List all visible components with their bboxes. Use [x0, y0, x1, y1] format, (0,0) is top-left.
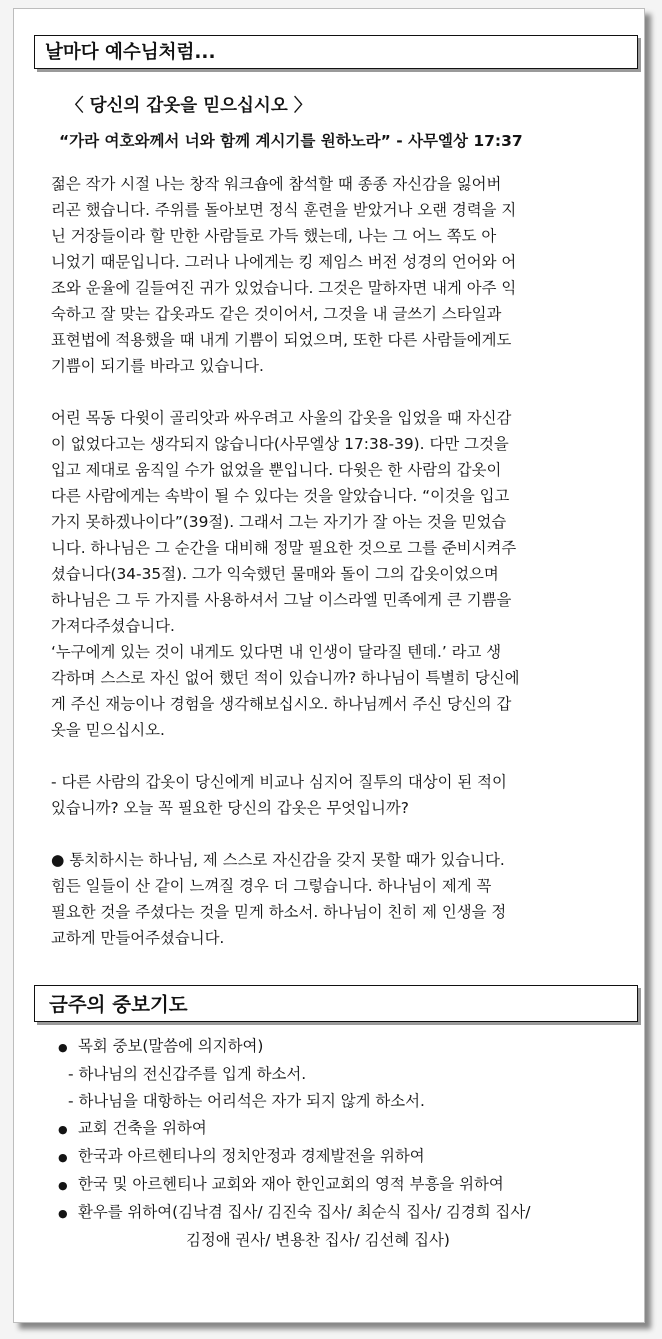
list-subitem: - 하나님을 대항하는 어리석은 자가 되지 않게 하소서.	[68, 1092, 425, 1110]
text-line: 교하게 만들어주셨습니다.	[51, 929, 225, 947]
scripture-verse: “가라 여호와께서 너와 함께 계시기를 원하노라” - 사무엘상 17:37	[59, 132, 523, 150]
list-item: ● 목회 중보(말씀에 의지하여)	[58, 1033, 530, 1061]
paragraph-3	[51, 639, 635, 743]
text-line: 조와 운율에 길들여진 귀가 있었습니다. 그것은 말하자면 내게 아주 익	[51, 279, 517, 297]
text-line: 각하며 스스로 자신 없어 했던 적이 있습니까? 하나님이 특별히 당신에	[51, 669, 520, 687]
text-line: 옷을 믿으십시오.	[51, 721, 165, 739]
text-line: ‘누구에게 있는 것이 내게도 있다면 내 인생이 달라질 텐데.’ 라고 생	[51, 643, 502, 661]
text-line: ● 통치하시는 하나님, 제 스스로 자신감을 갖지 못할 때가 있습니다.	[51, 851, 505, 869]
text-line: 리곤 했습니다. 주위를 돌아보면 정식 훈련을 받았거나 오랜 경력을 지	[51, 201, 517, 219]
text-line: 있습니까? 오늘 꼭 필요한 당신의 갑옷은 무엇입니까?	[51, 799, 409, 817]
text-line: 필요한 것을 주셨다는 것을 믿게 하소서. 하나님이 친히 제 인생을 정	[51, 903, 507, 921]
text-line: 셨습니다(34-35절). 그가 익숙했던 물매와 돌이 그의 갑옷이었으며	[51, 565, 499, 583]
reflection-question	[51, 769, 635, 821]
text-line: 젊은 작가 시절 나는 창작 워크숍에 참석할 때 종종 자신감을 잃어버	[51, 175, 502, 193]
text-line: 다른 사람에게는 속박이 될 수 있다는 것을 알았습니다. “이것을 입고	[51, 487, 510, 505]
devotional-title: 〈 당신의 갑옷을 믿으십시오 〉	[66, 96, 312, 116]
text-line: 가지 못하겠나이다”(39절). 그래서 그는 자기가 잘 아는 것을 믿었습	[51, 513, 507, 531]
list-item: ● 한국과 아르헨티나의 정치안정과 경제발전을 위하여	[58, 1143, 530, 1171]
closing-prayer	[51, 847, 635, 951]
text-line: 힘든 일들이 산 같이 느껴질 경우 더 그렇습니다. 하나님이 제게 꼭	[51, 877, 492, 895]
text-line: 게 주신 재능이나 경험을 생각해보십시오. 하나님께서 주신 당신의 갑	[51, 695, 512, 713]
text-line: 이 없었다고는 생각되지 않습니다(사무엘상 17:38-39). 다만 그것을	[51, 435, 509, 453]
intercession-list	[58, 1033, 530, 1254]
list-item: ● 환우를 위하여(김낙겸 집사/ 김진숙 집사/ 최순식 집사/ 김경희 집사/	[58, 1199, 530, 1227]
bulletin-page	[13, 8, 645, 1323]
paragraph-2	[51, 405, 635, 639]
text-line: 표현법에 적용했을 때 내게 기쁨이 되었으며, 또한 다른 사람들에게도	[51, 331, 512, 349]
text-line: 입고 제대로 움직일 수가 없었을 뿐입니다. 다윗은 한 사람의 갑옷이	[51, 461, 502, 479]
list-item-continuation: 김정애 권사/ 변용찬 집사/ 김선혜 집사)	[186, 1231, 450, 1249]
section-heading-intercession: 금주의 중보기도	[34, 985, 638, 1022]
list-subitem: - 하나님의 전신갑주를 입게 하소서.	[68, 1065, 307, 1083]
text-line: 어린 목동 다윗이 골리앗과 싸우려고 사울의 갑옷을 입었을 때 자신감	[51, 409, 512, 427]
text-line: 가져다주셨습니다.	[51, 617, 175, 635]
text-line: 기쁨이 되기를 바라고 있습니다.	[51, 357, 264, 375]
text-line: 숙하고 잘 맞는 갑옷과도 같은 것이어서, 그것을 내 글쓰기 스타일과	[51, 305, 502, 323]
text-line: 하나님은 그 두 가지를 사용하셔서 그날 이스라엘 민족에게 큰 기쁨을	[51, 591, 512, 609]
list-item: ● 교회 건축을 위하여	[58, 1115, 530, 1143]
text-line: 니었기 때문입니다. 그러나 나에게는 킹 제임스 버전 성경의 언어와 어	[51, 253, 517, 271]
text-line: - 다른 사람의 갑옷이 당신에게 비교나 심지어 질투의 대상이 된 적이	[51, 773, 507, 791]
text-line: 니다. 하나님은 그 순간을 대비해 정말 필요한 것으로 그를 준비시켜주	[51, 539, 517, 557]
paragraph-1	[51, 171, 635, 379]
section-heading-daily: 날마다 예수님처럼...	[34, 35, 638, 69]
text-line: 닌 거장들이라 할 만한 사람들로 가득 했는데, 나는 그 어느 쪽도 아	[51, 227, 497, 245]
list-item: ● 한국 및 아르헨티나 교회와 재아 한인교회의 영적 부흥을 위하여	[58, 1171, 530, 1199]
